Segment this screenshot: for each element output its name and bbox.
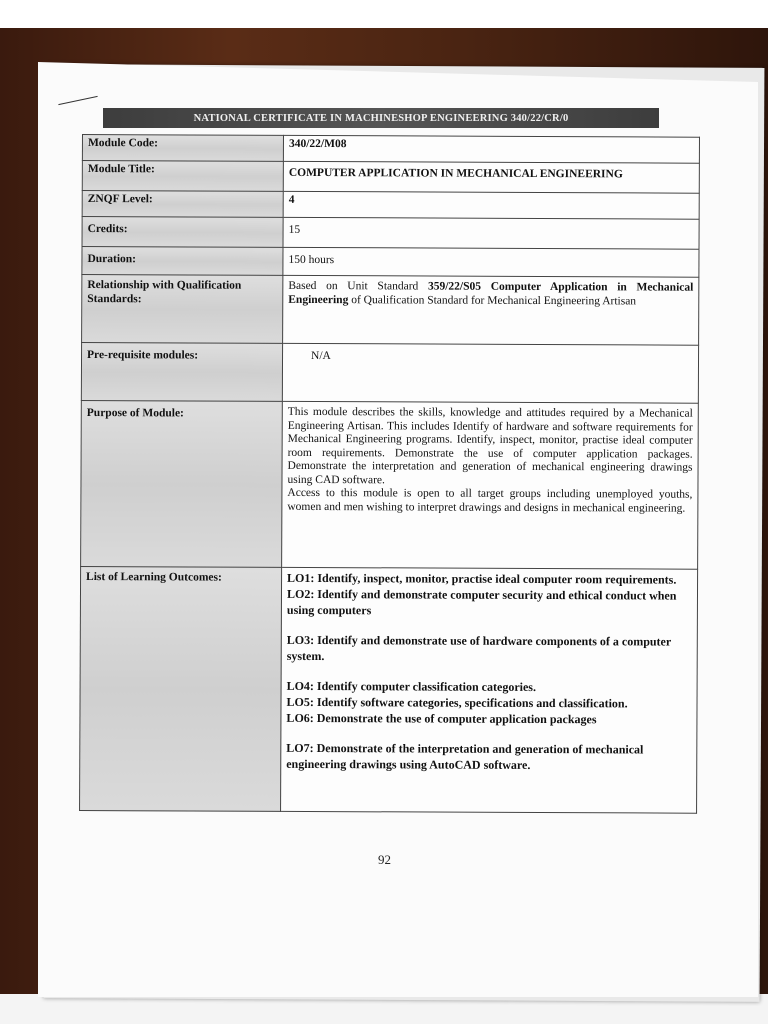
learning-outcome-lo4: LO4: Identify computer classification categories. — [286, 678, 537, 694]
learning-outcomes-label: List of Learning Outcomes: — [80, 566, 282, 811]
purpose-value — [282, 401, 699, 569]
learning-outcomes-value — [281, 567, 698, 813]
credits-value: 15 — [283, 217, 699, 249]
table-row — [82, 275, 699, 346]
duration-label: Duration: — [82, 247, 283, 276]
document-header: NATIONAL CERTIFICATE IN MACHINESHOP ENGINEERING 340/22/CR/0 — [103, 108, 659, 128]
prerequisite-label: Pre-requisite modules: — [81, 343, 282, 402]
relationship-text-2: of Qualification Standard for Mechanical Engineering Artisan — [348, 293, 637, 307]
table-row — [81, 400, 699, 569]
table-row — [82, 135, 699, 164]
learning-outcome-lo7: LO7: Demonstrate of the interpretation and generation of mechanical engineering drawings using AutoCAD software. — [286, 740, 644, 772]
znqf-level-value: 4 — [283, 191, 699, 219]
purpose-paragraph-1: This module describes the skills, knowledge and attitudes required by a Mechanical Engineering Artisan. This includes Identify of hardware and software requirements for Mechanical Engineering programs. Identify, inspect, monitor, practise ideal computer room requirements. Demonstrate the use of computer application packages. Demonstrate the interpretation and generation of mechanical engineering drawings using CAD software. — [287, 405, 693, 486]
table-row — [82, 191, 699, 220]
table-row — [81, 343, 698, 404]
module-title-label: Module Title: — [82, 161, 283, 192]
purpose-paragraph-2: Access to this module is open to all target groups including unemployed youths, women and men wishing to interpret drawings and designs in mechanical engineering. — [287, 486, 693, 515]
znqf-level-label: ZNQF Level: — [82, 191, 283, 218]
table-row — [82, 161, 699, 194]
learning-outcome-lo6: LO6: Demonstrate the use of computer application packages — [286, 710, 597, 727]
learning-outcome-lo2: LO2: Identify and demonstrate computer security and ethical conduct when using computers — [286, 586, 677, 618]
page-number: 92 — [378, 852, 391, 867]
purpose-label: Purpose of Module: — [81, 400, 283, 567]
credits-label: Credits: — [82, 217, 283, 248]
learning-outcome-lo5: LO5: Identify software categories, specifications and classification. — [286, 694, 628, 711]
relationship-label: Relationship with Qualification Standards: — [82, 275, 283, 344]
relationship-unit-standard: 359/22/S05 Computer Application in Mechanical Engineering — [288, 280, 694, 306]
duration-value: 150 hours — [283, 247, 699, 277]
relationship-text-1: Based on Unit Standard — [288, 279, 429, 293]
module-code-value: 340/22/M08 — [283, 135, 699, 163]
module-table — [79, 134, 700, 814]
top-margin — [0, 0, 768, 28]
relationship-value — [283, 275, 699, 345]
prerequisite-value: N/A — [282, 343, 698, 403]
table-row — [80, 566, 698, 813]
learning-outcome-lo1: LO1: Identify, inspect, monitor, practise ideal computer room requirements. — [287, 570, 677, 587]
learning-outcome-lo3: LO3: Identify and demonstrate use of hardware components of a computer system. — [286, 632, 672, 664]
module-code-label: Module Code: — [82, 135, 283, 162]
table-row — [82, 247, 699, 278]
table-row — [82, 217, 699, 250]
module-title-value: COMPUTER APPLICATION IN MECHANICAL ENGINEERING — [283, 161, 699, 193]
